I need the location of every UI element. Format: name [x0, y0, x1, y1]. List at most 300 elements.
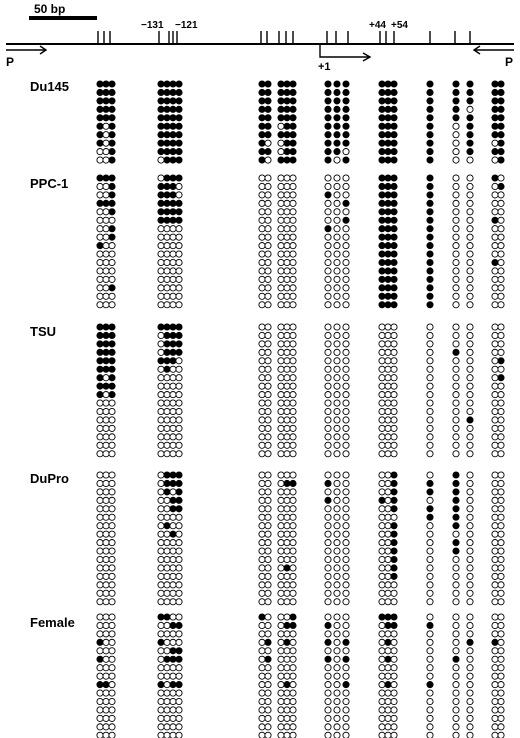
unmethylated-cpg-dot: [278, 175, 284, 181]
unmethylated-cpg-dot: [391, 375, 397, 381]
unmethylated-cpg-dot: [379, 375, 385, 381]
methylated-cpg-dot: [176, 497, 182, 503]
unmethylated-cpg-dot: [325, 540, 331, 546]
unmethylated-cpg-dot: [259, 285, 265, 291]
methylated-cpg-dot: [391, 531, 397, 537]
methylated-cpg-dot: [391, 243, 397, 249]
unmethylated-cpg-dot: [278, 408, 284, 414]
unmethylated-cpg-dot: [379, 724, 385, 730]
unmethylated-cpg-dot: [492, 599, 498, 605]
unmethylated-cpg-dot: [453, 293, 459, 299]
unmethylated-cpg-dot: [334, 724, 340, 730]
unmethylated-cpg-dot: [385, 582, 391, 588]
unmethylated-cpg-dot: [265, 243, 271, 249]
unmethylated-cpg-dot: [467, 366, 473, 372]
unmethylated-cpg-dot: [103, 590, 109, 596]
unmethylated-cpg-dot: [498, 582, 504, 588]
unmethylated-cpg-dot: [176, 724, 182, 730]
methylated-cpg-dot: [290, 132, 296, 138]
methylated-cpg-dot: [170, 506, 176, 512]
unmethylated-cpg-dot: [278, 707, 284, 713]
unmethylated-cpg-dot: [391, 656, 397, 662]
unmethylated-cpg-dot: [97, 531, 103, 537]
unmethylated-cpg-dot: [290, 732, 296, 738]
methylated-cpg-dot: [334, 149, 340, 155]
unmethylated-cpg-dot: [334, 523, 340, 529]
methylated-cpg-dot: [391, 106, 397, 112]
unmethylated-cpg-dot: [170, 631, 176, 637]
unmethylated-cpg-dot: [343, 251, 349, 257]
methylated-cpg-dot: [103, 81, 109, 87]
unmethylated-cpg-dot: [284, 690, 290, 696]
unmethylated-cpg-dot: [467, 293, 473, 299]
methylated-cpg-dot: [498, 106, 504, 112]
unmethylated-cpg-dot: [343, 392, 349, 398]
unmethylated-cpg-dot: [453, 590, 459, 596]
unmethylated-cpg-dot: [325, 349, 331, 355]
unmethylated-cpg-dot: [453, 251, 459, 257]
methylated-cpg-dot: [385, 234, 391, 240]
unmethylated-cpg-dot: [103, 622, 109, 628]
methylated-cpg-dot: [170, 622, 176, 628]
methylated-cpg-dot: [109, 375, 115, 381]
unmethylated-cpg-dot: [97, 665, 103, 671]
methylated-cpg-dot: [391, 149, 397, 155]
unmethylated-cpg-dot: [265, 192, 271, 198]
methylated-cpg-dot: [265, 149, 271, 155]
unmethylated-cpg-dot: [290, 226, 296, 232]
unmethylated-cpg-dot: [265, 682, 271, 688]
methylated-cpg-dot: [103, 106, 109, 112]
unmethylated-cpg-dot: [498, 234, 504, 240]
unmethylated-cpg-dot: [109, 259, 115, 265]
unmethylated-cpg-dot: [379, 690, 385, 696]
unmethylated-cpg-dot: [427, 383, 433, 389]
unmethylated-cpg-dot: [498, 192, 504, 198]
unmethylated-cpg-dot: [290, 324, 296, 330]
unmethylated-cpg-dot: [379, 582, 385, 588]
methylated-cpg-dot: [427, 622, 433, 628]
methylated-cpg-dot: [385, 622, 391, 628]
unmethylated-cpg-dot: [385, 366, 391, 372]
unmethylated-cpg-dot: [385, 724, 391, 730]
unmethylated-cpg-dot: [278, 200, 284, 206]
unmethylated-cpg-dot: [97, 590, 103, 596]
unmethylated-cpg-dot: [343, 514, 349, 520]
methylated-cpg-dot: [427, 226, 433, 232]
unmethylated-cpg-dot: [259, 293, 265, 299]
methylated-cpg-dot: [103, 341, 109, 347]
unmethylated-cpg-dot: [334, 590, 340, 596]
methylated-cpg-dot: [385, 209, 391, 215]
methylated-cpg-dot: [176, 140, 182, 146]
unmethylated-cpg-dot: [109, 268, 115, 274]
unmethylated-cpg-dot: [325, 565, 331, 571]
methylated-cpg-dot: [391, 226, 397, 232]
unmethylated-cpg-dot: [158, 631, 164, 637]
unmethylated-cpg-dot: [343, 582, 349, 588]
unmethylated-cpg-dot: [164, 383, 170, 389]
unmethylated-cpg-dot: [343, 302, 349, 308]
unmethylated-cpg-dot: [379, 400, 385, 406]
unmethylated-cpg-dot: [343, 259, 349, 265]
unmethylated-cpg-dot: [453, 565, 459, 571]
unmethylated-cpg-dot: [498, 682, 504, 688]
methylated-cpg-dot: [467, 132, 473, 138]
unmethylated-cpg-dot: [391, 732, 397, 738]
methylated-cpg-dot: [176, 81, 182, 87]
methylated-cpg-dot: [158, 140, 164, 146]
methylated-cpg-dot: [278, 89, 284, 95]
unmethylated-cpg-dot: [492, 192, 498, 198]
unmethylated-cpg-dot: [325, 408, 331, 414]
unmethylated-cpg-dot: [334, 425, 340, 431]
methylated-cpg-dot: [265, 132, 271, 138]
methylated-cpg-dot: [385, 149, 391, 155]
unmethylated-cpg-dot: [284, 548, 290, 554]
unmethylated-cpg-dot: [467, 573, 473, 579]
methylated-cpg-dot: [427, 140, 433, 146]
methylated-cpg-dot: [284, 98, 290, 104]
unmethylated-cpg-dot: [284, 715, 290, 721]
methylated-cpg-dot: [278, 98, 284, 104]
methylated-cpg-dot: [385, 251, 391, 257]
unmethylated-cpg-dot: [427, 497, 433, 503]
unmethylated-cpg-dot: [334, 358, 340, 364]
unmethylated-cpg-dot: [467, 341, 473, 347]
unmethylated-cpg-dot: [278, 375, 284, 381]
unmethylated-cpg-dot: [109, 540, 115, 546]
methylated-cpg-dot: [334, 132, 340, 138]
methylated-cpg-dot: [170, 175, 176, 181]
unmethylated-cpg-dot: [391, 690, 397, 696]
unmethylated-cpg-dot: [109, 565, 115, 571]
methylated-cpg-dot: [498, 123, 504, 129]
unmethylated-cpg-dot: [467, 434, 473, 440]
unmethylated-cpg-dot: [427, 556, 433, 562]
unmethylated-cpg-dot: [164, 531, 170, 537]
unmethylated-cpg-dot: [176, 556, 182, 562]
unmethylated-cpg-dot: [170, 425, 176, 431]
unmethylated-cpg-dot: [164, 226, 170, 232]
unmethylated-cpg-dot: [290, 724, 296, 730]
unmethylated-cpg-dot: [278, 392, 284, 398]
unmethylated-cpg-dot: [325, 392, 331, 398]
methylated-cpg-dot: [109, 157, 115, 163]
unmethylated-cpg-dot: [278, 293, 284, 299]
unmethylated-cpg-dot: [467, 690, 473, 696]
unmethylated-cpg-dot: [467, 565, 473, 571]
methylated-cpg-dot: [284, 123, 290, 129]
unmethylated-cpg-dot: [453, 622, 459, 628]
methylated-cpg-dot: [453, 523, 459, 529]
unmethylated-cpg-dot: [97, 556, 103, 562]
methylated-cpg-dot: [170, 656, 176, 662]
unmethylated-cpg-dot: [278, 425, 284, 431]
unmethylated-cpg-dot: [391, 599, 397, 605]
unmethylated-cpg-dot: [290, 631, 296, 637]
unmethylated-cpg-dot: [290, 690, 296, 696]
unmethylated-cpg-dot: [492, 157, 498, 163]
unmethylated-cpg-dot: [109, 639, 115, 645]
unmethylated-cpg-dot: [343, 192, 349, 198]
unmethylated-cpg-dot: [334, 480, 340, 486]
unmethylated-cpg-dot: [467, 234, 473, 240]
unmethylated-cpg-dot: [176, 302, 182, 308]
unmethylated-cpg-dot: [170, 707, 176, 713]
methylated-cpg-dot: [176, 200, 182, 206]
unmethylated-cpg-dot: [379, 590, 385, 596]
unmethylated-cpg-dot: [97, 157, 103, 163]
methylated-cpg-dot: [343, 89, 349, 95]
unmethylated-cpg-dot: [385, 480, 391, 486]
unmethylated-cpg-dot: [453, 408, 459, 414]
unmethylated-cpg-dot: [498, 622, 504, 628]
methylated-cpg-dot: [325, 192, 331, 198]
unmethylated-cpg-dot: [176, 698, 182, 704]
methylated-cpg-dot: [391, 209, 397, 215]
unmethylated-cpg-dot: [343, 556, 349, 562]
unmethylated-cpg-dot: [467, 324, 473, 330]
unmethylated-cpg-dot: [467, 599, 473, 605]
unmethylated-cpg-dot: [492, 506, 498, 512]
unmethylated-cpg-dot: [385, 599, 391, 605]
unmethylated-cpg-dot: [97, 698, 103, 704]
unmethylated-cpg-dot: [391, 682, 397, 688]
methylated-cpg-dot: [109, 209, 115, 215]
methylated-cpg-dot: [343, 157, 349, 163]
methylated-cpg-dot: [391, 472, 397, 478]
unmethylated-cpg-dot: [278, 149, 284, 155]
unmethylated-cpg-dot: [290, 556, 296, 562]
unmethylated-cpg-dot: [265, 324, 271, 330]
unmethylated-cpg-dot: [492, 698, 498, 704]
methylated-cpg-dot: [164, 480, 170, 486]
unmethylated-cpg-dot: [103, 417, 109, 423]
unmethylated-cpg-dot: [334, 540, 340, 546]
unmethylated-cpg-dot: [158, 302, 164, 308]
unmethylated-cpg-dot: [379, 358, 385, 364]
methylated-cpg-dot: [103, 383, 109, 389]
unmethylated-cpg-dot: [427, 472, 433, 478]
unmethylated-cpg-dot: [334, 375, 340, 381]
unmethylated-cpg-dot: [427, 565, 433, 571]
cell-line-label: Du145: [30, 79, 70, 94]
unmethylated-cpg-dot: [290, 200, 296, 206]
unmethylated-cpg-dot: [379, 656, 385, 662]
unmethylated-cpg-dot: [334, 442, 340, 448]
methylated-cpg-dot: [97, 81, 103, 87]
methylated-cpg-dot: [385, 614, 391, 620]
methylated-cpg-dot: [103, 366, 109, 372]
unmethylated-cpg-dot: [379, 622, 385, 628]
unmethylated-cpg-dot: [259, 183, 265, 189]
unmethylated-cpg-dot: [259, 489, 265, 495]
unmethylated-cpg-dot: [170, 451, 176, 457]
unmethylated-cpg-dot: [427, 590, 433, 596]
methylated-cpg-dot: [391, 234, 397, 240]
unmethylated-cpg-dot: [391, 648, 397, 654]
panel-dupro: [30, 471, 504, 605]
unmethylated-cpg-dot: [265, 724, 271, 730]
unmethylated-cpg-dot: [97, 217, 103, 223]
unmethylated-cpg-dot: [290, 582, 296, 588]
unmethylated-cpg-dot: [325, 489, 331, 495]
unmethylated-cpg-dot: [343, 417, 349, 423]
methylated-cpg-dot: [109, 106, 115, 112]
unmethylated-cpg-dot: [379, 556, 385, 562]
unmethylated-cpg-dot: [427, 324, 433, 330]
methylated-cpg-dot: [385, 123, 391, 129]
unmethylated-cpg-dot: [170, 417, 176, 423]
unmethylated-cpg-dot: [164, 715, 170, 721]
unmethylated-cpg-dot: [164, 707, 170, 713]
unmethylated-cpg-dot: [278, 192, 284, 198]
unmethylated-cpg-dot: [278, 582, 284, 588]
unmethylated-cpg-dot: [170, 599, 176, 605]
methylated-cpg-dot: [290, 622, 296, 628]
unmethylated-cpg-dot: [343, 293, 349, 299]
unmethylated-cpg-dot: [391, 665, 397, 671]
unmethylated-cpg-dot: [325, 217, 331, 223]
unmethylated-cpg-dot: [492, 417, 498, 423]
unmethylated-cpg-dot: [325, 383, 331, 389]
unmethylated-cpg-dot: [379, 639, 385, 645]
unmethylated-cpg-dot: [343, 573, 349, 579]
unmethylated-cpg-dot: [170, 293, 176, 299]
unmethylated-cpg-dot: [158, 472, 164, 478]
methylated-cpg-dot: [97, 140, 103, 146]
unmethylated-cpg-dot: [103, 497, 109, 503]
unmethylated-cpg-dot: [498, 243, 504, 249]
unmethylated-cpg-dot: [385, 690, 391, 696]
unmethylated-cpg-dot: [325, 259, 331, 265]
unmethylated-cpg-dot: [265, 715, 271, 721]
unmethylated-cpg-dot: [103, 582, 109, 588]
unmethylated-cpg-dot: [158, 523, 164, 529]
unmethylated-cpg-dot: [170, 673, 176, 679]
unmethylated-cpg-dot: [103, 732, 109, 738]
unmethylated-cpg-dot: [427, 358, 433, 364]
unmethylated-cpg-dot: [259, 715, 265, 721]
unmethylated-cpg-dot: [97, 183, 103, 189]
unmethylated-cpg-dot: [325, 234, 331, 240]
methylated-cpg-dot: [103, 89, 109, 95]
methylated-cpg-dot: [453, 497, 459, 503]
unmethylated-cpg-dot: [467, 383, 473, 389]
unmethylated-cpg-dot: [334, 226, 340, 232]
unmethylated-cpg-dot: [467, 375, 473, 381]
unmethylated-cpg-dot: [334, 497, 340, 503]
methylated-cpg-dot: [158, 639, 164, 645]
methylated-cpg-dot: [385, 106, 391, 112]
unmethylated-cpg-dot: [158, 480, 164, 486]
methylated-cpg-dot: [391, 302, 397, 308]
unmethylated-cpg-dot: [453, 682, 459, 688]
unmethylated-cpg-dot: [259, 590, 265, 596]
unmethylated-cpg-dot: [176, 243, 182, 249]
unmethylated-cpg-dot: [492, 349, 498, 355]
unmethylated-cpg-dot: [498, 302, 504, 308]
methylated-cpg-dot: [325, 123, 331, 129]
unmethylated-cpg-dot: [103, 302, 109, 308]
methylated-cpg-dot: [427, 183, 433, 189]
unmethylated-cpg-dot: [385, 540, 391, 546]
methylated-cpg-dot: [164, 192, 170, 198]
unmethylated-cpg-dot: [467, 590, 473, 596]
unmethylated-cpg-dot: [103, 631, 109, 637]
unmethylated-cpg-dot: [334, 614, 340, 620]
unmethylated-cpg-dot: [467, 106, 473, 112]
unmethylated-cpg-dot: [284, 425, 290, 431]
unmethylated-cpg-dot: [176, 631, 182, 637]
methylated-cpg-dot: [391, 540, 397, 546]
methylated-cpg-dot: [158, 192, 164, 198]
unmethylated-cpg-dot: [170, 285, 176, 291]
methylated-cpg-dot: [427, 480, 433, 486]
methylated-cpg-dot: [385, 115, 391, 121]
unmethylated-cpg-dot: [453, 665, 459, 671]
unmethylated-cpg-dot: [265, 425, 271, 431]
unmethylated-cpg-dot: [325, 268, 331, 274]
methylated-cpg-dot: [498, 140, 504, 146]
unmethylated-cpg-dot: [278, 417, 284, 423]
methylated-cpg-dot: [290, 149, 296, 155]
unmethylated-cpg-dot: [385, 732, 391, 738]
unmethylated-cpg-dot: [284, 531, 290, 537]
unmethylated-cpg-dot: [325, 251, 331, 257]
methylated-cpg-dot: [391, 523, 397, 529]
unmethylated-cpg-dot: [158, 175, 164, 181]
unmethylated-cpg-dot: [176, 183, 182, 189]
methylated-cpg-dot: [498, 183, 504, 189]
methylated-cpg-dot: [170, 682, 176, 688]
unmethylated-cpg-dot: [379, 472, 385, 478]
unmethylated-cpg-dot: [259, 573, 265, 579]
unmethylated-cpg-dot: [467, 622, 473, 628]
unmethylated-cpg-dot: [170, 548, 176, 554]
unmethylated-cpg-dot: [427, 582, 433, 588]
unmethylated-cpg-dot: [164, 590, 170, 596]
unmethylated-cpg-dot: [343, 506, 349, 512]
unmethylated-cpg-dot: [325, 590, 331, 596]
methylated-cpg-dot: [176, 149, 182, 155]
methylated-cpg-dot: [284, 140, 290, 146]
methylated-cpg-dot: [467, 639, 473, 645]
unmethylated-cpg-dot: [284, 434, 290, 440]
unmethylated-cpg-dot: [334, 217, 340, 223]
unmethylated-cpg-dot: [164, 548, 170, 554]
methylated-cpg-dot: [103, 175, 109, 181]
unmethylated-cpg-dot: [467, 332, 473, 338]
unmethylated-cpg-dot: [284, 698, 290, 704]
methylated-cpg-dot: [109, 341, 115, 347]
unmethylated-cpg-dot: [103, 183, 109, 189]
methylated-cpg-dot: [290, 89, 296, 95]
methylated-cpg-dot: [492, 98, 498, 104]
unmethylated-cpg-dot: [176, 690, 182, 696]
unmethylated-cpg-dot: [427, 540, 433, 546]
methylated-cpg-dot: [325, 639, 331, 645]
unmethylated-cpg-dot: [158, 366, 164, 372]
methylated-cpg-dot: [97, 383, 103, 389]
unmethylated-cpg-dot: [453, 375, 459, 381]
unmethylated-cpg-dot: [334, 259, 340, 265]
unmethylated-cpg-dot: [290, 506, 296, 512]
unmethylated-cpg-dot: [343, 531, 349, 537]
unmethylated-cpg-dot: [259, 302, 265, 308]
methylated-cpg-dot: [467, 140, 473, 146]
